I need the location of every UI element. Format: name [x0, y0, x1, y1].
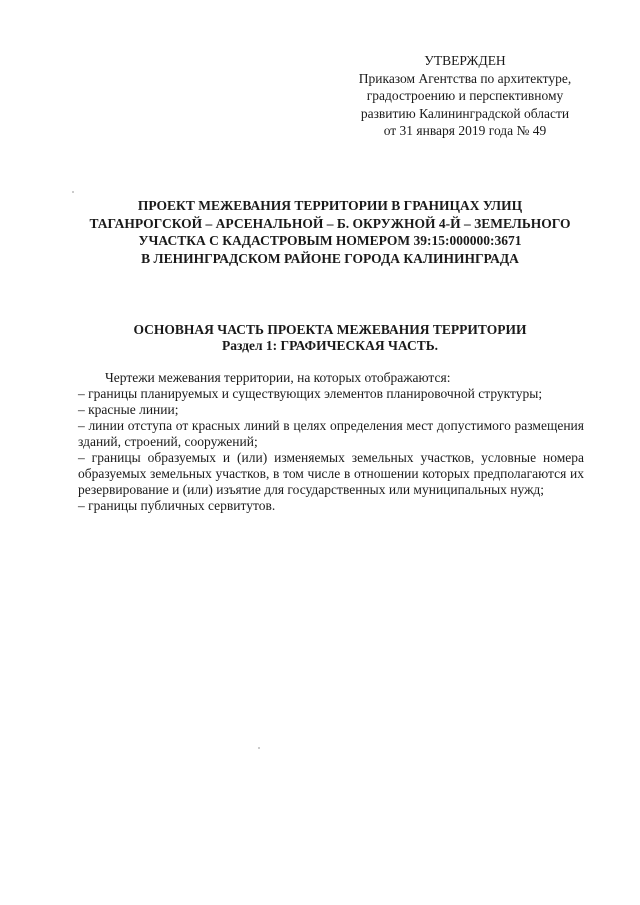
list-item: – границы публичных сервитутов. — [78, 498, 276, 513]
section-heading-block — [60, 322, 600, 354]
title-line: ПРОЕКТ МЕЖЕВАНИЯ ТЕРРИТОРИИ В ГРАНИЦАХ УЛИЦ — [137, 198, 523, 213]
list-item: – границы планируемых и существующих элементов планировочной структуры; — [78, 386, 543, 401]
body-intro: Чертежи межевания территории, на которых отображаются: — [105, 370, 451, 385]
section-subheading: Раздел 1: ГРАФИЧЕСКАЯ ЧАСТЬ. — [221, 338, 439, 353]
list-item: – линии отступа от красных линий в целях определения мест допустимого размещения зданий, строений, сооружений; — [78, 418, 584, 449]
scan-speck — [72, 191, 74, 193]
list-item: – красные линии; — [78, 402, 179, 417]
approval-line: УТВЕРЖДЕН — [424, 53, 506, 68]
approval-stamp — [340, 52, 590, 140]
title-line: ТАГАНРОГСКОЙ – АРСЕНАЛЬНОЙ – Б. ОКРУЖНОЙ 4-Й – ЗЕМЕЛЬНОГО — [89, 215, 571, 231]
approval-line: градостроению и перспективному — [366, 88, 564, 103]
title-line: УЧАСТКА С КАДАСТРОВЫМ НОМЕРОМ 39:15:000000:3671 — [138, 233, 522, 248]
approval-line: Приказом Агентства по архитектуре, — [358, 70, 572, 86]
document-body — [78, 370, 584, 514]
scan-speck — [258, 747, 260, 749]
section-heading: ОСНОВНАЯ ЧАСТЬ ПРОЕКТА МЕЖЕВАНИЯ ТЕРРИТОРИИ — [133, 322, 527, 337]
document-title — [60, 197, 600, 267]
list-item: – границы образуемых и (или) изменяемых земельных участков, условные номера образуемых земельных участков, в том числе в отношении которых предполагаются их резервирование и (или) изъятие для государственных или муниципальных нужд; — [78, 450, 584, 497]
title-line: В ЛЕНИНГРАДСКОМ РАЙОНЕ ГОРОДА КАЛИНИНГРАДА — [141, 250, 519, 266]
approval-line: от 31 января 2019 года № 49 — [383, 123, 547, 138]
approval-line: развитию Калининградской области — [360, 105, 570, 121]
